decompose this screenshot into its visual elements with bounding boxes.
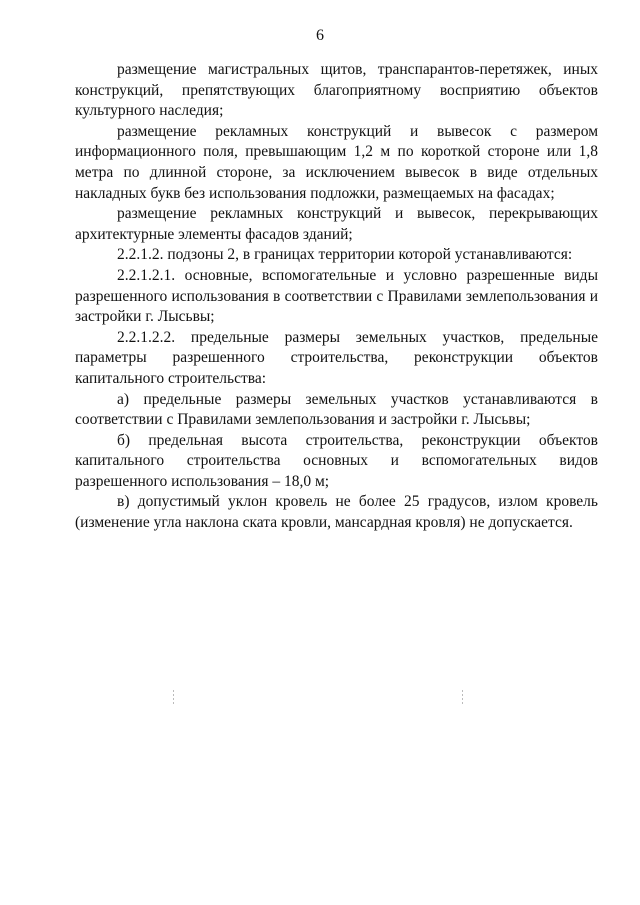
paragraph-billboards: размещение магистральных щитов, транспарантов-перетяжек, иных конструкций, препятствующих благоприятному восприятию объектов культурного наследия; <box>75 61 598 120</box>
paragraph-subzone-2: 2.2.1.2. подзоны 2, в границах территории которой устанавливаются: <box>117 246 573 264</box>
scan-artifact-right <box>462 690 463 706</box>
paragraph-item-v: в) допустимый уклон кровель не более 25 градусов, излом кровель (изменение угла наклона ската кровли, мансардная кровля) не допускается. <box>75 493 598 532</box>
page-number: 6 <box>316 27 324 44</box>
paragraph-advertising-overlap: размещение рекламных конструкций и вывесок, перекрывающих архитектурные элементы фасадов зданий; <box>75 205 598 243</box>
scan-artifact-left <box>173 690 174 706</box>
paragraph-clause-2-2-1-2-1: 2.2.1.2.1. основные, вспомогательные и условно разрешенные виды разрешенного использования в соответствии с Правилами землепользования и застройки г. Лысьвы; <box>75 266 598 326</box>
paragraph-item-a: а) предельные размеры земельных участков устанавливаются в соответствии с Правилами землепользования и застройки г. Лысьвы; <box>75 390 598 429</box>
paragraph-item-b: б) предельная высота строительства, реконструкции объектов капитального строительства основных и вспомогательных видов разрешенного использования – 18,0 м; <box>75 431 598 490</box>
document-body <box>75 60 598 534</box>
paragraph-advertising-size: размещение рекламных конструкций и вывесок с размером информационного поля, превышающим 1,2 м по короткой стороне или 1,8 метра по длинной стороне, за исключением вывесок в виде отдельных накладных букв без использования подложки, размещаемых на фасадах; <box>75 122 598 202</box>
paragraph-clause-2-2-1-2-2: 2.2.1.2.2. предельные размеры земельных участков, предельные параметры разрешенного строительства, реконструкции объектов капитального строительства: <box>75 328 598 387</box>
